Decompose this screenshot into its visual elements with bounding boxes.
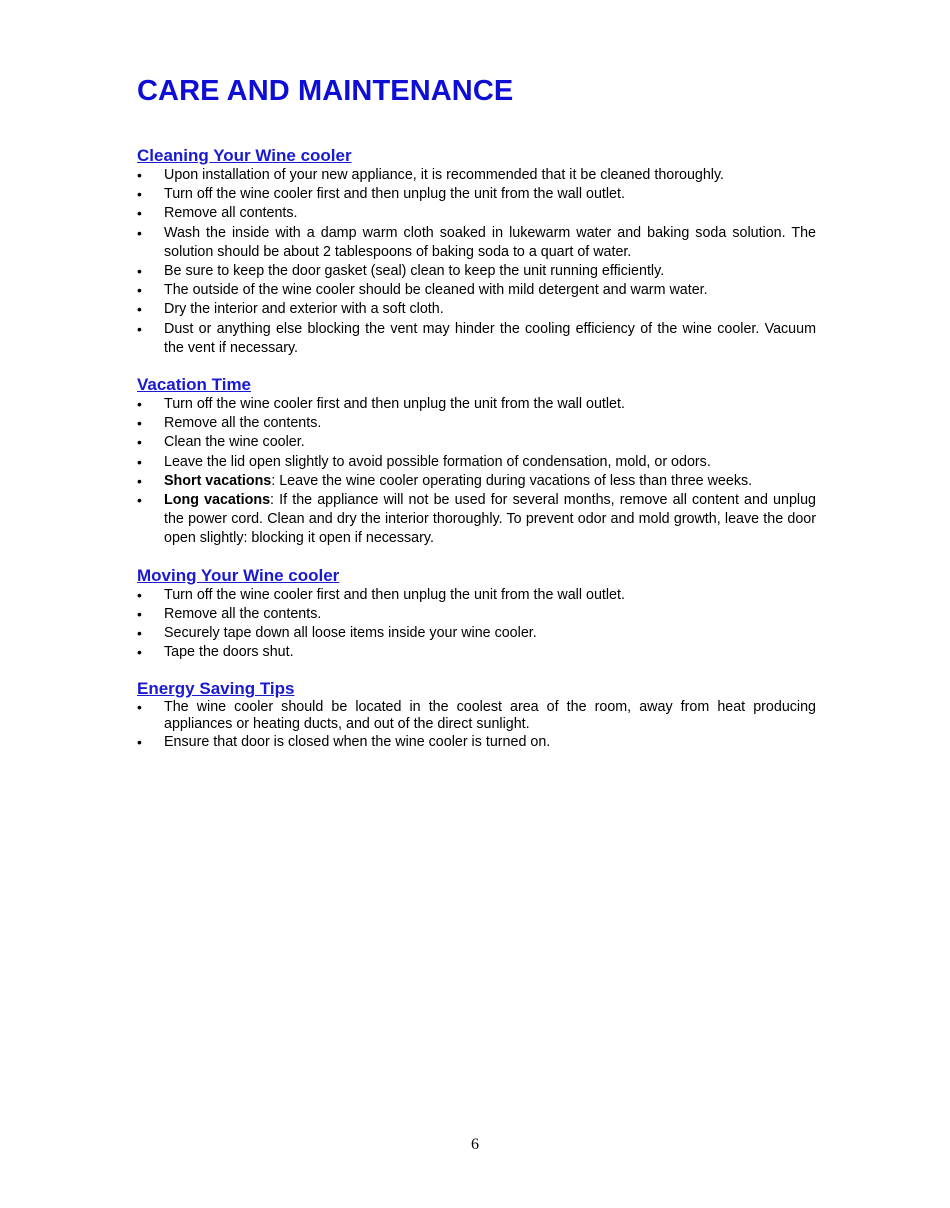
- list-item: • Tape the doors shut.: [137, 643, 816, 662]
- bullet-list-cleaning: [137, 166, 816, 358]
- list-item: • Remove all contents.: [137, 204, 816, 223]
- long-vacations-text: : If the appliance will not be used for several months, remove all content and unplug the power cord. Clean and dry the interior thoroughly. To prevent odor and mold growth, leave the door open slightly: blocking it open if necessary.: [164, 492, 816, 547]
- section-heading-vacation: Vacation Time: [137, 375, 252, 395]
- list-item: • Dust or anything else blocking the vent may hinder the cooling efficiency of the wine cooler. Vacuum the vent if necessary.: [137, 320, 816, 358]
- list-item-long-vacations: [137, 491, 816, 549]
- list-item: • Securely tape down all loose items inside your wine cooler.: [137, 624, 816, 643]
- list-item: • Turn off the wine cooler first and then unplug the unit from the wall outlet.: [137, 395, 816, 414]
- list-item: • Wash the inside with a damp warm cloth soaked in lukewarm water and baking soda solution. The solution should be about 2 tablespoons of baking soda to a quart of water.: [137, 224, 816, 262]
- list-item: • Clean the wine cooler.: [137, 433, 816, 452]
- list-item: • Turn off the wine cooler first and then unplug the unit from the wall outlet.: [137, 185, 816, 204]
- section-heading-moving: Moving Your Wine cooler: [137, 565, 340, 585]
- section-vacation: [137, 375, 816, 549]
- section-heading-energy: Energy Saving Tips: [137, 679, 295, 699]
- short-vacations-label: Short vacations: [164, 472, 272, 489]
- list-item: • Remove all the contents.: [137, 414, 816, 433]
- list-item: • The wine cooler should be located in the coolest area of the room, away from heat producing appliances or heating ducts, and out of the direct sunlight.: [137, 699, 816, 733]
- page-content: [137, 74, 816, 753]
- list-item: • The outside of the wine cooler should be cleaned with mild detergent and warm water.: [137, 281, 816, 300]
- bullet-list-vacation: [137, 395, 816, 549]
- short-vacations-text: : Leave the wine cooler operating during vacations of less than three weeks.: [271, 472, 753, 489]
- long-vacations-label: Long vacations: [164, 492, 271, 509]
- list-item-short-vacations: [137, 472, 816, 491]
- bullet-list-energy: [137, 699, 816, 752]
- page-title: CARE AND MAINTENANCE: [137, 75, 514, 107]
- section-moving: [137, 566, 816, 663]
- list-item: • Upon installation of your new appliance, it is recommended that it be cleaned thoroughly.: [137, 166, 816, 185]
- section-heading-cleaning: Cleaning Your Wine cooler: [137, 146, 352, 165]
- page-number: 6: [471, 1136, 479, 1153]
- section-cleaning: [137, 146, 816, 358]
- list-item: • Turn off the wine cooler first and then unplug the unit from the wall outlet.: [137, 586, 816, 605]
- section-energy: [137, 679, 816, 752]
- list-item: • Dry the interior and exterior with a soft cloth.: [137, 300, 816, 319]
- list-item: • Be sure to keep the door gasket (seal) clean to keep the unit running efficiently.: [137, 262, 816, 281]
- bullet-list-moving: [137, 586, 816, 663]
- list-item: • Leave the lid open slightly to avoid possible formation of condensation, mold, or odors.: [137, 453, 816, 472]
- list-item: • Ensure that door is closed when the wine cooler is turned on.: [137, 733, 816, 752]
- list-item: • Remove all the contents.: [137, 605, 816, 624]
